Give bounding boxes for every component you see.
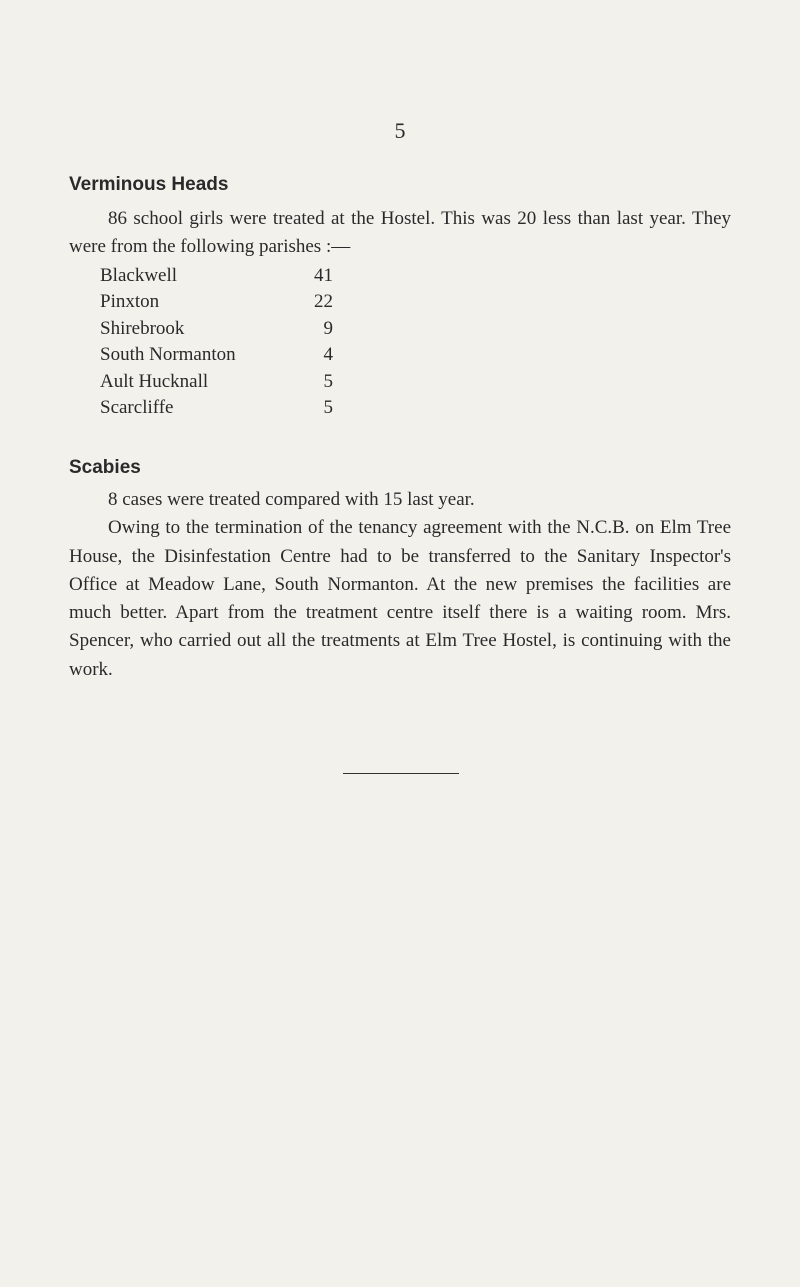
parish-name: Shirebrook <box>100 317 185 339</box>
table-row <box>100 342 333 368</box>
parish-count: 5 <box>323 370 333 392</box>
table-row <box>100 395 333 421</box>
scabies-cases-paragraph: 8 cases were treated compared with 15 last year. <box>108 489 475 510</box>
verminous-heads-section <box>69 173 731 262</box>
parish-table <box>100 263 333 421</box>
parish-count: 9 <box>323 317 333 339</box>
table-row <box>100 289 333 315</box>
section-heading-scabies: Scabies <box>69 457 141 478</box>
parish-count: 41 <box>314 265 333 286</box>
parish-name: Ault Hucknall <box>100 370 209 392</box>
end-rule-divider <box>343 773 459 774</box>
parish-name: Blackwell <box>100 265 178 286</box>
scabies-centre-paragraph: Owing to the termination of the tenancy agreement with the N.C.B. on Elm Tree House, the Disinfestation Centre had to be transferred to the Sanitary Inspector's Office at Meadow Lane, South Normanton. At the new premises the facilities are much better. Apart from the treatment centre itself there is a waiting room. Mrs. Spencer, who carried out all the treatments at Elm Tree Hostel, is continuing with the work. <box>69 517 731 680</box>
verminous-intro-paragraph: 86 school girls were treated at the Hostel. This was 20 less than last year. They were from the following parishes :— <box>69 208 731 258</box>
parish-name: Scarcliffe <box>100 397 174 419</box>
parish-name: Pinxton <box>100 291 160 313</box>
table-row <box>100 316 333 342</box>
section-heading-verminous-heads: Verminous Heads <box>69 174 229 195</box>
parish-count: 5 <box>323 397 333 419</box>
parish-count: 4 <box>323 344 333 366</box>
scabies-section <box>69 456 731 684</box>
table-row <box>100 369 333 395</box>
parish-count: 22 <box>314 291 333 313</box>
parish-name: South Normanton <box>100 344 236 366</box>
table-row <box>100 263 333 289</box>
page-number: 5 <box>394 118 406 143</box>
